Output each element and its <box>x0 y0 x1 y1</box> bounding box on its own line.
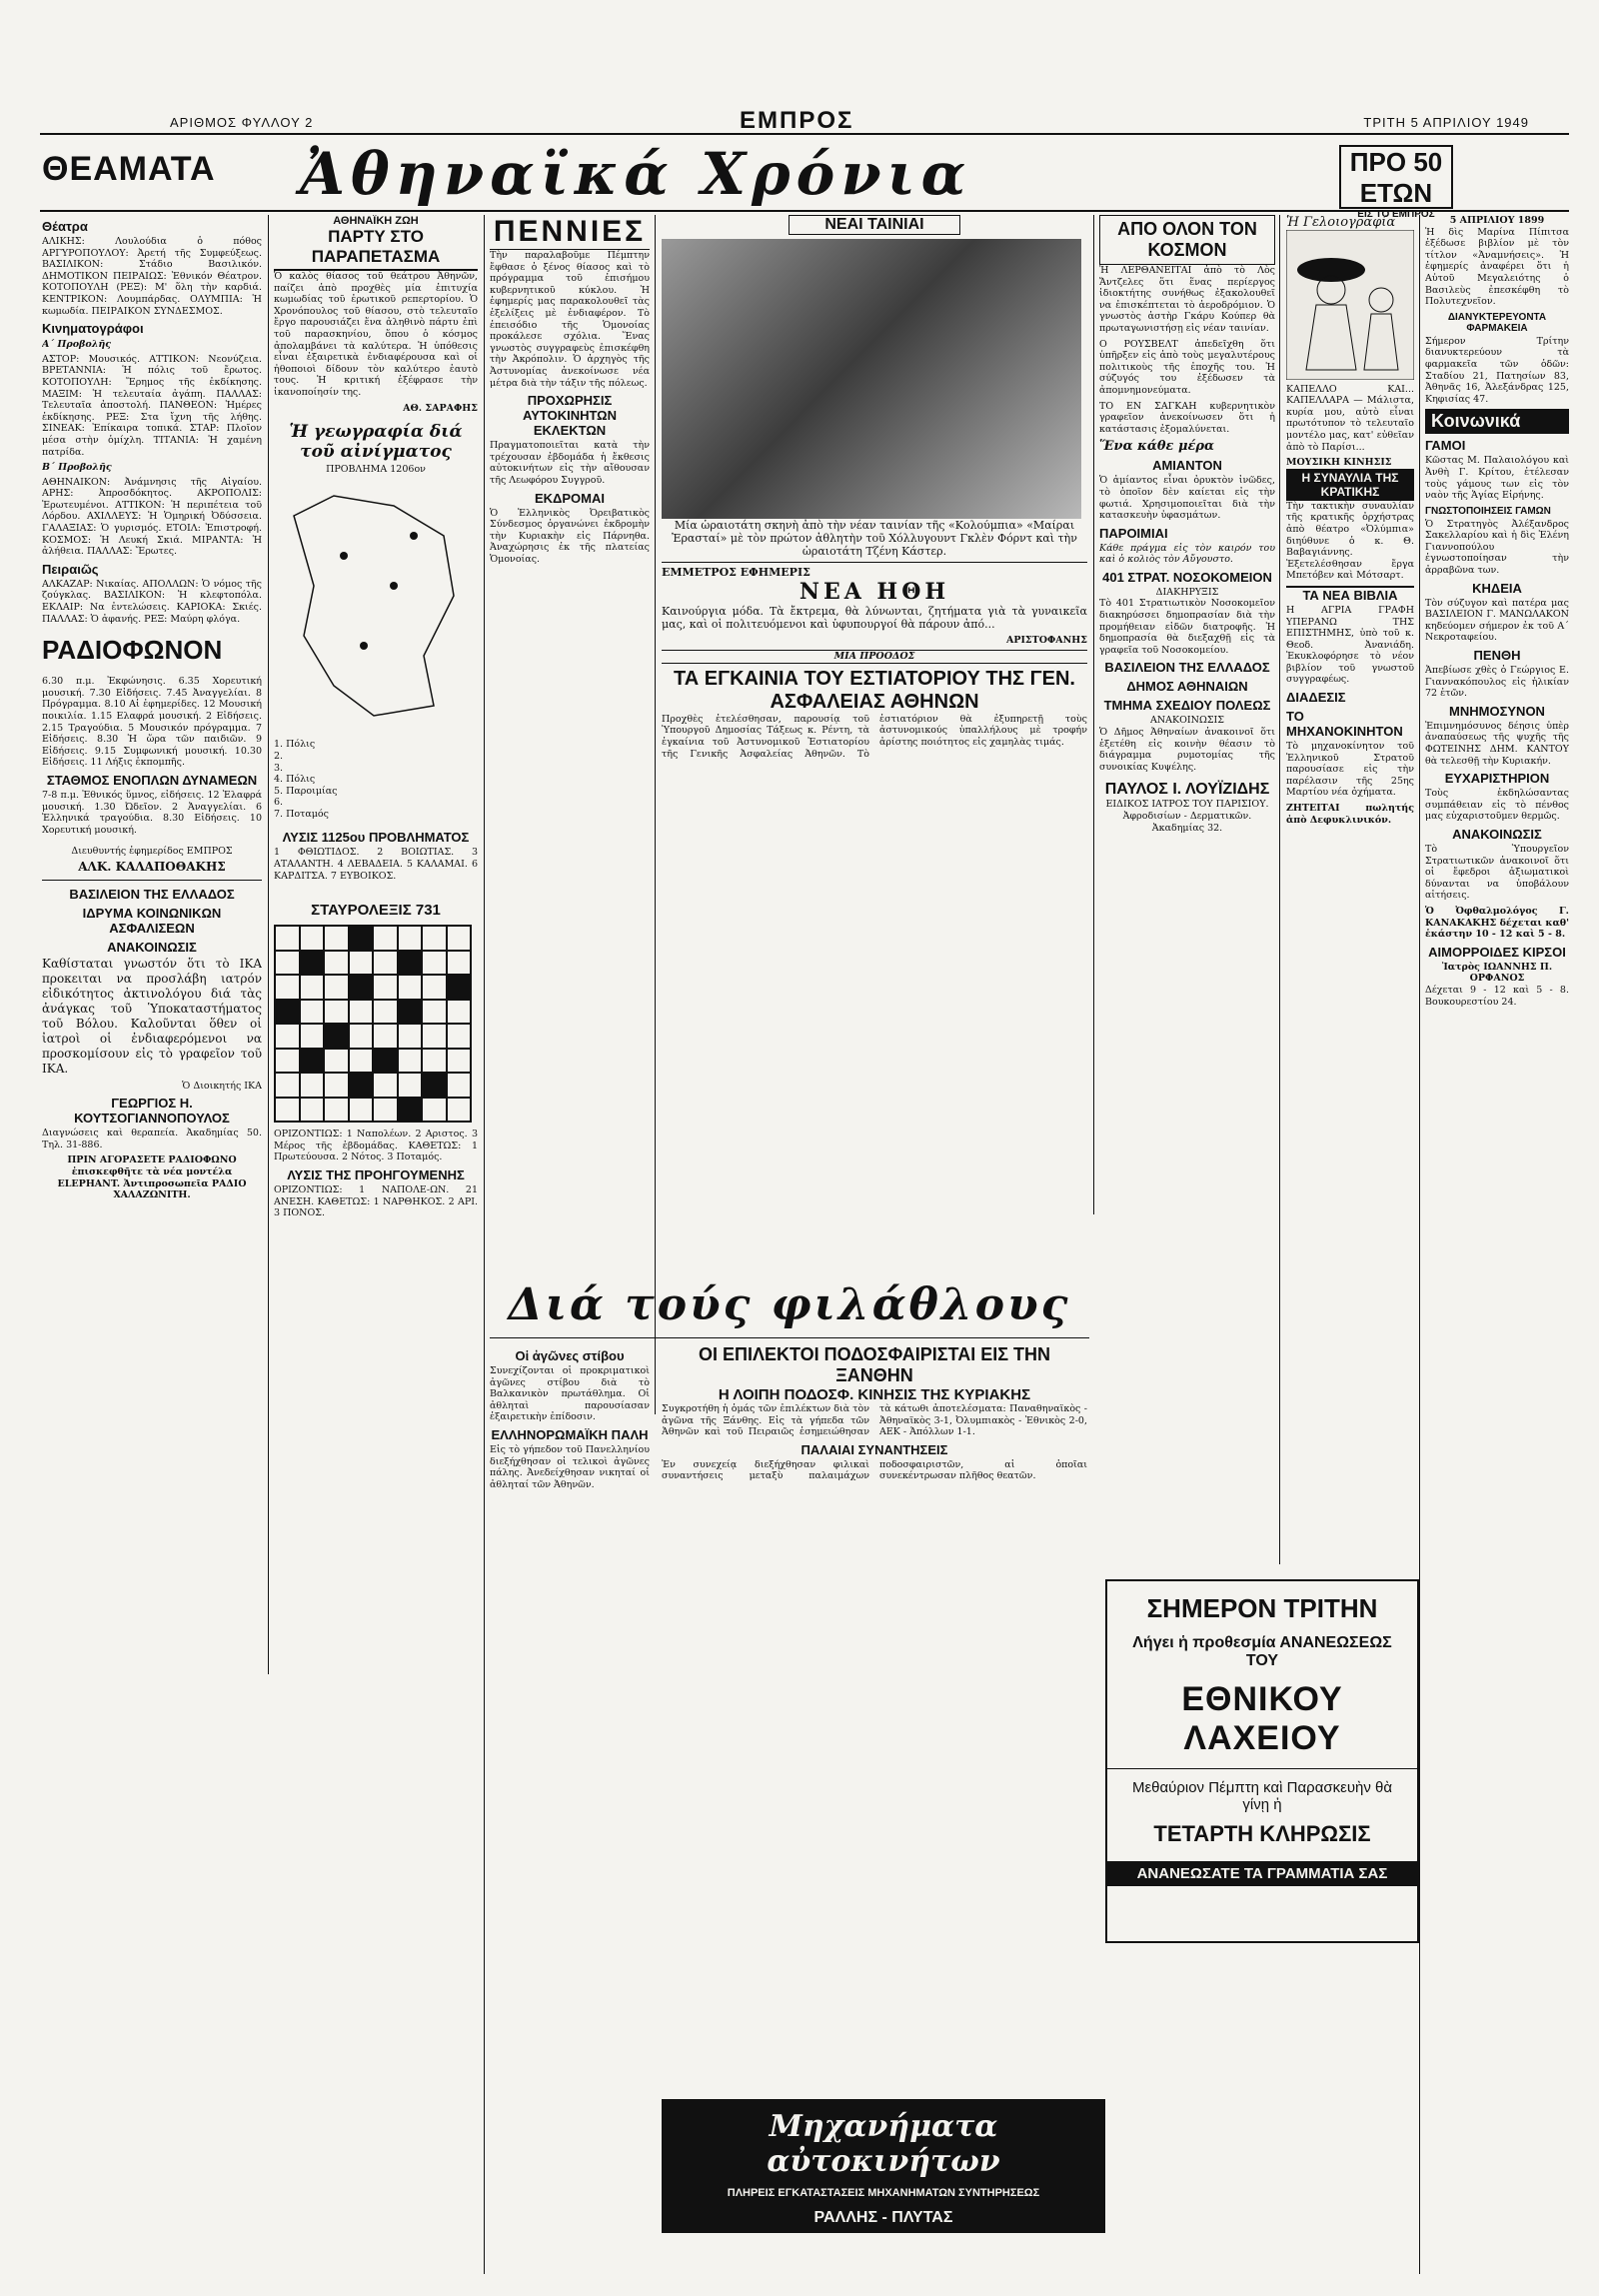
football-sub: Η ΛΟΙΠΗ ΠΟΔΟΣΦ. ΚΙΝΗΣΙΣ ΤΗΣ ΚΥΡΙΑΚΗΣ <box>718 1386 1031 1403</box>
column-films <box>662 215 1087 1274</box>
caricature-title: Ἡ Γελοιογραφία <box>1286 215 1396 230</box>
puzzle-item: 4. Πόλις <box>274 774 316 786</box>
every-day-text: Ὁ ἀμίαντος εἶναι ὀρυκτὸν ἰνῶδες, τὸ ὁποῖον δὲν καίεται εἰς τὴν φωτιά. Χρησιμοποιεῖται διὰ τὴν κατασκευὴν ὑφασμάτων. <box>1099 475 1275 522</box>
lottery-draw-note: Μεθαύριον Πέμπτη καὶ Παρασκευὴν θὰ γίνῃ ἡ <box>1131 1779 1393 1813</box>
divider <box>484 215 485 2274</box>
puzzle-item: 5. Παροιμίας <box>274 785 338 797</box>
issue-date: ΤΡΙΤΗ 5 ΑΠΡΙΛΙΟΥ 1949 <box>1363 115 1529 130</box>
theatres-text: ΑΛΙΚΗΣ: Λουλούδια ὁ πόθος ΑΡΓΥΡΟΠΟΥΛΟΥ: Ἀρετή τῆς Συμφεύξεως. ΒΑΣΙΛΙΚΟΝ: Στάδιο Βασιλικόν. ΔΗΜΟΤΙΚΟΝ ΠΕΙΡΑΙΩΣ: Ἐθνικόν Θέατρον. ΚΟΤΟΠΟΥΛΗ (ΡΕΞ): Μ' ὅλη τὴν καρδιά. ΚΕΝΤΡΙΚΟΝ: Λουμπάρδας. ΟΛΥΜΠΙΑ: Ἡ κωμωδία. ΠΕΙΡΑΙΚΟΝ ΣΥΝΔΕΣΜΟΣ. <box>42 236 262 317</box>
map-puzzle-image <box>274 476 474 736</box>
crossword-grid <box>274 925 472 1123</box>
ika-signature: Ὁ Διοικητής ΙΚΑ <box>182 1080 262 1092</box>
progress-label: ΜΙΑ ΠΡΟΟΔΟΣ <box>662 650 1087 664</box>
social-title: Κοινωνικά <box>1425 409 1569 434</box>
puzzle-item: 1. Πόλις <box>274 739 316 751</box>
divider <box>1093 215 1094 1214</box>
ika-subtitle: ΙΔΡΥΜΑ ΚΟΙΝΩΝΙΚΩΝ ΑΣΦΑΛΙΣΕΩΝ <box>82 905 222 936</box>
pennies-text: Τὴν παραλαβοῦμε Πέμπτην ἔφθασε ὁ ξένος θίασος καὶ τὸ πρόγραμμα τοῦ ἐπισήμου κυβερνητικοῦ κύκλου. Ἡ ἐφημερίς μας παρακολουθεῖ τὰς ἐξελίξεις μὲ ἐνδιαφέρον. Τὸ ἐπεισόδιο τῆς Ὁμονοίας προκάλεσε σχόλια. Ἕνας γνωστὸς συγγραφεὺς ἐπισκέφθη τὴν Ἀκρόπολιν. Ὁ ἀρχηγὸς τῆς Ἀστυνομίας ἀνεκοίνωσε νέα μέτρα διὰ τὴν τάξιν τῆς πόλεως. <box>490 250 650 389</box>
wrestling-text: Εἰς τὸ γήπεδον τοῦ Πανελληνίου διεξήχθησαν οἱ τελικοὶ ἀγῶνες πάλης. Ἀνεδείχθησαν νικηταί οἱ ἀθληταί τῶν Ἀθηνῶν. <box>490 1443 650 1490</box>
music-label: ΜΟΥΣΙΚΗ ΚΙΝΗΣΙΣ <box>1286 457 1392 469</box>
announce-title: ΑΝΑΚΟΙΝΩΣΙΣ <box>1149 715 1225 727</box>
proverbs-title: ΠΑΡΟΙΜΙΑΙ <box>1099 525 1168 541</box>
kingdom-title: ΒΑΣΙΛΕΙΟΝ ΤΗΣ ΕΛΛΑΔΟΣ <box>1104 660 1270 676</box>
doctor-text: ΕΙΔΙΚΟΣ ΙΑΤΡΟΣ ΤΟΥ ΠΑΡΙΣΙΟΥ. Ἀφροδισίων - Δερματικῶν. Ἀκαδημίας 32. <box>1105 799 1269 834</box>
puzzle-item: 7. Ποταμός <box>274 808 329 820</box>
theatres-title: Θέατρα <box>42 219 88 234</box>
lottery-today: ΣΗΜΕΡΟΝ ΤΡΙΤΗΝ <box>1146 1593 1378 1623</box>
memorial-title: ΜΝΗΜΟΣΥΝΟΝ <box>1449 703 1545 719</box>
lottery-name: ΕΘΝΙΚΟΥ ΛΑΧΕΙΟΥ <box>1181 1680 1343 1757</box>
world-text-3: ΤΟ ΕΝ ΣΑΓΚΑΗ κυβερνητικὸν γραφεῖον ἀνεκοίνωσεν ὅτι ἡ κατάστασις ἐξομαλύνεται. <box>1099 400 1275 435</box>
crossword-solution-text: ΟΡΙΖΟΝΤΙΩΣ: 1 ΝΑΠΟΛΕ-ΩΝ. 21 ΑΝΕΣΗ. ΚΑΘΕΤΩΣ: 1 ΝΑΡΘΗΚΟΣ. 2 ΑΡΙ. 3 ΠΟΝΟΣ. <box>274 1184 478 1219</box>
piraeus-text: ΑΛΚΑΖΑΡ: Νικαίας. ΑΠΟΛΛΩΝ: Ὁ νόμος τῆς ζούγκλας. ΒΑΣΙΛΙΚΟΝ: Ἡ κλεφτοπόλα. ΕΚΛΑΙΡ: Να ἐντελώσεις. ΚΑΡΙΟΚΑ: Σκιές. ΠΑΛΛΑΣ: Ὁ ἀφανής. ΡΕΞ: Μαύρη φλόγα. <box>42 578 262 625</box>
matches-title: ΠΑΛΑΙΑΙ ΣΥΝΑΝΤΗΣΕΙΣ <box>800 1441 948 1457</box>
lottery-renew: ΑΝΑΝΕΩΣΑΤΕ ΤΑ ΓΡΑΜΜΑΤΙΑ ΣΑΣ <box>1107 1861 1417 1886</box>
ika-title: ΒΑΣΙΛΕΙΟΝ ΤΗΣ ΕΛΛΑΔΟΣ <box>69 886 235 902</box>
lottery-draw: ΤΕΤΑΡΤΗ ΚΛΗΡΩΣΙΣ <box>1153 1821 1371 1846</box>
cinema-sub-1: Α΄ Προβολῆς <box>42 339 112 351</box>
new-films-label: ΝΕΑΙ ΤΑΙΝΙΑΙ <box>789 215 960 235</box>
restaurant-headline: ΤΑ ΕΓΚΑΙΝΙΑ ΤΟΥ ΕΣΤΙΑΤΟΡΙΟΥ ΤΗΣ ΓΕΝ. ΑΣΦΑΛΕΙΑΣ ΑΘΗΝΩΝ <box>674 667 1075 713</box>
banner-rule <box>40 210 1569 212</box>
ministry-text: Τὸ Ὑπουργεῖον Στρατιωτικῶν ἀνακοινοῖ ὅτι οἱ ἔφεδροι ἀξιωματικοὶ δύνανται να ὑποβάλουν αἰτήσεις. <box>1425 843 1569 902</box>
hospital-title: 401 ΣΤΡΑΤ. ΝΟΣΟΚΟΜΕΙΟΝ <box>1102 569 1272 585</box>
divider <box>1419 215 1420 2274</box>
mechanic-text: Τὸ μηχανοκίνητον τοῦ Ἑλληνικοῦ Στρατοῦ παρουσίασε εἰς τὴν παρέλασιν τῆς 25ης Μαρτίου νέα ὀχήματα. <box>1286 741 1414 799</box>
doctor-name: ΠΑΥΛΟΣ Ι. ΛΟΥΪΖΙΔΗΣ <box>1104 781 1270 799</box>
mechanic-title: ΤΟ ΜΗΧΑΝΟΚΙΝΗΤΟΝ <box>1286 709 1403 740</box>
radio-ad: ΠΡΙΝ ΑΓΟΡΑΣΕΤΕ ΡΑΔΙΟΦΩΝΟ ἐπισκεφθῆτε τὰ νέα μοντέλα ELEPHANT. Ἀντιπροσωπεῖα ΡΑΔΙΟ ΧΑΛΑΖΩΝΙΤΗ. <box>57 1154 247 1201</box>
football-headline: ΟΙ ΕΠΙΛΕΚΤΟΙ ΠΟΔΟΣΦΑΙΡΙΣΤΑΙ ΕΙΣ ΤΗΝ ΞΑΝΘΗΝ <box>698 1344 1051 1385</box>
excursions-text: Ὁ Ἑλληνικὸς Ὀρειβατικὸς Σύνδεσμος ὀργανώνει ἐκδρομὴν τὴν Κυριακὴν εἰς Πάρνηθα. Ἀναχώρησις ἐκ τῆς πλατείας Ὁμονοίας. <box>490 507 650 565</box>
funerals-title: ΚΗΔΕΙΑ <box>1472 580 1522 596</box>
poem-title: ΝΕΑ ΗΘΗ <box>799 578 950 605</box>
section-title: ΘΕΑΜΑΤΑ <box>42 150 216 188</box>
koutsog-text: Διαγνώσεις καὶ θεραπεία. Ἀκαδημίας 50. Τηλ. 31-886. <box>42 1128 262 1150</box>
weddings-text: Κῶστας Μ. Παλαιολόγου καὶ Ἀνθὴ Γ. Κρίτου, ἐτέλεσαν τοὺς γάμους των εἰς τὸν ναὸν τῆς Ἁγίας Εἰρήνης. <box>1425 455 1569 502</box>
radio-text: 6.30 π.μ. Ἐκφώνησις. 6.35 Χορευτική μουσική. 7.30 Εἰδήσεις. 7.45 Ἀναγγελίαι. 8 Πρόγραμμα. 8.10 Αἱ ἐφημερίδες. 12 Μουσική ποικιλία. 1.15 Ελαφρά μουσική. 2 Εἰδήσεις. 2.15 Τραγούδια. 5 Μουσικόν πρόγραμμα. 7 Εἰδήσεις. 8.30 Ἡ ὥρα τῶν παιδιῶν. 9 Εἰδήσεις. 9.15 Συμφωνική μουσική. 10.30 Εἰδήσεις. 11 Λήξις ἐκπομπῆς. <box>42 676 262 769</box>
pro50-badge <box>1339 145 1453 220</box>
mourning-text: Ἀπεβίωσε χθὲς ὁ Γεώργιος Ε. Γιαννακόπουλος εἰς ἡλικίαν 72 ἐτῶν. <box>1425 665 1569 700</box>
masthead <box>40 105 1569 134</box>
divider <box>662 562 1087 563</box>
doctor2-title: ΑΙΜΟΡΡΟΙΔΕΣ ΚΙΡΣΟΙ <box>1428 944 1566 960</box>
newspaper-name: ΕΜΠΡΟΣ <box>740 107 854 134</box>
armed-forces-title: ΣΤΑΘΜΟΣ ΕΝΟΠΛΩΝ ΔΥΝΑΜΕΩΝ <box>46 772 258 788</box>
divider <box>42 880 262 881</box>
announce-text: Ὁ Δῆμος Ἀθηναίων ἀνακοινοῖ ὅτι ἐξετέθη εἰς κοινὴν θέασιν τὸ διάγραμμα ρυμοτομίας τῆς συνοικίας Κυψέλης. <box>1099 727 1275 773</box>
notice-text: ΖΗΤΕΙΤΑΙ πωλητής ἀπὸ Δεφυκλινικόν. <box>1286 803 1414 826</box>
koutsog-name: ΓΕΩΡΓΙΟΣ Η. ΚΟΥΤΣΟΓΙΑΝΝΟΠΟΥΛΟΣ <box>74 1096 230 1127</box>
pennies-headline: ΠΕΝΝΙΕΣ <box>490 215 650 250</box>
film-still-photo <box>662 239 1081 519</box>
hospital-sub: ΔΙΑΚΗΡΥΞΙΣ <box>1155 586 1219 598</box>
athletics-text: Συνεχίζονται οἱ προκριματικοὶ ἀγῶνες στίβου διὰ τὸ Βαλκανικὸν πρωτάθλημα. Οἱ ἀθληταὶ παρουσίασαν ἐξαιρετικὴν ἐπίδοσιν. <box>490 1365 650 1423</box>
poem-signature: ΑΡΙΣΤΟΦΑΝΗΣ <box>1005 634 1087 646</box>
column-athens-life <box>274 215 478 2274</box>
column-theatres <box>42 215 262 2274</box>
director-name: ΑΛΚ. ΚΑΛΑΠΟΘΑΚΗΣ <box>78 859 226 874</box>
radio-title: ΡΑΔΙΟΦΩΝΟΝ <box>42 635 223 666</box>
party-text: Ὁ καλὸς θίασος τοῦ θεάτρου Ἀθηνῶν, παίζει ἀπὸ προχθὲς μία ἐπιτυχία κωμωδίας τοῦ ἐρωτικοῦ ρεπερτορίου. Ὁ Χρονόπουλος τοῦ θίασου, στὸ τελευταῖο ἔργο παρουσιάζει ἕνα ἀληθινὸ πάρτυ ἐπὶ τοῦ παρασκηνίου, ὅπου ὁ κόσμος ἀπολαμβάνει τὰ καλύτερα. Ἡ ὑπόθεσις εἶναι ἐξαιρετικὰ ἐνδιαφέρουσα καὶ οἱ ἠθοποιοὶ δίδουν τὸν καλύτερο ἑαυτὸ τους. Ἡ κριτική ἐξέφρασε τὴν ἱκανοποίησίν της. <box>274 271 478 398</box>
piraeus-title: Πειραιῶς <box>42 561 99 577</box>
publisher-note: Διευθυντής ἐφημερίδος ΕΜΠΡΟΣ <box>71 846 233 858</box>
car-ad-company: ΡΑΛΛΗΣ - ΠΛΥΤΑΣ <box>813 2209 953 2226</box>
sports-banner: Διά τούς φιλάθλους <box>508 1279 1071 1330</box>
film-caption: Μία ὡραιοτάτη σκηνὴ ἀπὸ τὴν νέαν ταινίαν τῆς «Κολούμπια» «Μαίραι Ἐρασταί» μὲ τὸν πρώτον ἀθλητὴν τοῦ Χόλλυγουντ Γκλὲν Φόρντ καὶ τὴν ὡραιοτάτη Τζένη Κάστερ. <box>672 519 1077 558</box>
column-social <box>1425 215 1569 2274</box>
engagements-text: Ὁ Στρατηγὸς Ἀλέξανδρος Σακελλαρίου καὶ ἡ δὶς Ἑλένη Γιαννοπούλου ἐγνωστοποίησαν τὴν ἀρραβῶνα των. <box>1425 518 1569 577</box>
athens-life-label: ΑΘΗΝΑΪΚΗ ΖΩΗ <box>333 215 419 227</box>
doctor2-text: Δέχεται 9 - 12 καὶ 5 - 8. Βουκουρεστίου 24. <box>1425 984 1569 1008</box>
car-ad-sub: ΠΛΗΡΕΙΣ ΕΓΚΑΤΑΣΤΑΣΕΙΣ ΜΗΧΑΝΗΜΑΤΩΝ ΣΥΝΤΗΡΗΣΕΩΣ <box>727 2187 1040 2199</box>
divider <box>268 215 269 1674</box>
caricature-drawing <box>1286 230 1414 380</box>
feature-title: Ἀθηναϊκά Χρόνια <box>300 140 972 208</box>
column-sports-left <box>490 1344 650 2274</box>
cinema-sub-2: Β΄ Προβολῆς <box>42 462 112 474</box>
date-head: 5 ΑΠΡΙΛΙΟΥ 1899 <box>1449 215 1545 226</box>
column-football <box>662 1344 1087 1964</box>
excursions-title: ΕΚΔΡΟΜΑΙ <box>534 490 605 506</box>
music-text: Τὴν τακτικὴν συναυλίαν τῆς κρατικῆς ὀρχήστρας ἀπὸ θέατρο «Ὀλύμπια» διηύθυνε ὁ κ. Θ. Βαβαγιάννης. Ἐξετελέσθησαν ἔργα Μπετόβεν καὶ Μότσαρτ. <box>1286 500 1414 582</box>
fifty-years-text: Ἡ δὶς Μαρίνα Πίπιτσα ἐξέδωσε βιβλίον μὲ τὸν τίτλον «Ἀναμνήσεις». Ἡ ἐφημερίς ἀναφέρει ὅτι ἡ Αὐτοῦ Μεγαλειότης ὁ Βασιλεὺς ἐπεσκέφθη τὸ Πολυτεχνεῖον. <box>1425 226 1569 308</box>
puzzle-item: 2. <box>274 750 284 762</box>
solution-title: ΛΥΣΙΣ 1125ου ΠΡΟΒΛΗΜΑΤΟΣ <box>282 830 470 846</box>
divider <box>1107 1768 1417 1769</box>
puzzle-subtitle: ΠΡΟΒΛΗΜΑ 1206ον <box>326 464 426 476</box>
ika-text: Καθίσταται γνωστόν ὅτι τὸ ΙΚΑ προκειται να προσλάβη ιατρόν εἰδικότητος ἀκτινολόγου διά τὰς ἀνάγκας τοῦ Ὑποκαταστήματος τοῦ Βόλου. Καλοῦνται ὅθεν οἱ ἰατροὶ οἱ ἐνδιαφερόμενοι να προσκομίσουν εἰς τὸ γραφεῖον τοῦ ΙΚΑ. <box>42 956 262 1076</box>
poem-label: ΕΜΜΕΤΡΟΣ ΕΦΗΜΕΡΙΣ <box>662 566 810 579</box>
books-title: ΤΑ ΝΕΑ ΒΙΒΛΙΑ <box>1286 586 1414 603</box>
puzzle-list <box>274 739 478 820</box>
column-world <box>1099 215 1275 1564</box>
car-ad-title: Μηχανήματα αὐτοκινήτων <box>767 2109 1000 2179</box>
thanks-title: ΕΥΧΑΡΙΣΤΗΡΙΟΝ <box>1444 771 1550 787</box>
cinema-title: Κινηματογράφοι <box>42 321 144 337</box>
armed-forces-text: 7-8 π.μ. Ἐθνικός ὕμνος, εἰδήσεις. 12 Ἐλαφρά μουσική. 1.30 Ὠδεῖον. 2 Ἀναγγελίαι. 6 Ἑλληνικά τραγούδια. 8.30 Εἰδήσεις. 10 Χορευτική μουσική. <box>42 789 262 836</box>
diadosis-title: ΔΙΑΔΕΣΙΣ <box>1286 690 1346 706</box>
header-rule <box>40 133 1569 135</box>
deme-title: ΔΗΜΟΣ ΑΘΗΝΑΙΩΝ <box>1126 679 1248 695</box>
memorial-text: Ἐπιμνημόσυνος δέησις ὑπὲρ ἀναπαύσεως τῆς ψυχῆς τῆς ΦΩΤΕΙΝΗΣ ΔΗΜ. ΚΑΝΤΟΥ θὰ τελεσθῇ τὴν Κυριακήν. <box>1425 720 1569 767</box>
cinema-text-1: ΑΣΤΟΡ: Μουσικός. ΑΤΤΙΚΟΝ: Νεονύζεια. ΒΡΕΤΑΝΝΙΑ: Ἡ πόλις τοῦ ἔρωτος. ΚΟΤΟΠΟΥΛΗ: Ἔρημος τῆς ἐκδίκησης. ΜΑΞΙΜ: Ἡ τελευταία ἀγάπη. ΠΑΛΛΑΣ: Τελευταῖα ἀποστολή. ΠΑΝΘΕΟΝ: Ἡμέρες ἐκδίκησης. ΡΕΞ: Στα ἴχνη τῆς λήθης. ΣΙΝΕΑΚ: Ἐπίκαιρα τοπικά. ΣΤΑΡ: Πλοῖον μέσα στὴν ὁμίχλη. ΤΙΤΑΝΙΑ: Ἡ χαμένη πατρίδα. <box>42 353 262 458</box>
progress-title: ΠΡΟΧΩΡΗΣΙΣ ΑΥΤΟΚΙΝΗΤΩΝ ΕΚΛΕΚΤΩΝ <box>523 393 617 439</box>
caricature-caption: ΚΑΠΕΛΛΟ ΚΑΙ... ΚΑΠΕΛΛΑΡΑ — Μάλιστα, κυρία μου, αὐτὸ εἶναι πρωτότυπον τὸ τελευταῖο μοντέλο μας, κατ' εὐθεῖαν ἀπὸ τὸ Παρίσι... <box>1286 383 1414 453</box>
books-text: Η ΑΓΡΙΑ ΓΡΑΦΗ ΥΠΕΡΑΝΩ ΤΗΣ ΕΠΙΣΤΗΜΗΣ, ὑπὸ τοῦ κ. Θεοδ. Ἀνανιάδη. Ἐκυκλοφόρησε τὸ νέον βιβλίον τοῦ γνωστοῦ συγγραφέως. <box>1286 604 1414 686</box>
thanks-text: Τοὺς ἐκδηλώσαντας συμπάθειαν εἰς τὸ πένθος μας εὐχαριστοῦμεν θερμῶς. <box>1425 788 1569 823</box>
ministry-title: ΑΝΑΚΟΙΝΩΣΙΣ <box>1452 826 1542 842</box>
wrestling-title: ΕΛΛΗΝΟΡΩΜΑΪΚΗ ΠΑΛΗ <box>491 1426 649 1442</box>
every-day-sub: ΑΜΙΑΝΤΟΝ <box>1152 458 1222 474</box>
party-signature: ΑΘ. ΣΑΡΑΦΗΣ <box>403 402 478 414</box>
progress-text: Πραγματοποιεῖται κατὰ τὴν τρέχουσαν ἑβδομάδα ἡ ἔκθεσις αὐτοκινήτων εἰς τὴν αἴθουσαν τῆς Λεωφόρου Συγγροῦ. <box>490 440 650 486</box>
poem-text: Καινούργια μόδα. Τὰ ἔκτρεμα, θὰ λύνωνται, ζητήματα γιὰ τὰ γυναικεῖα μας, καὶ οἱ πολιτευόμενοι καὶ ὑφυπουργοί θὰ πάρουν ἀπό... <box>662 604 1087 631</box>
weddings-title: ΓΑΜΟΙ <box>1425 438 1466 454</box>
athletics-headline: Οἱ ἀγῶνες στίβου <box>515 1348 625 1363</box>
ika-announcement: ΑΝΑΚΟΙΝΩΣΙΣ <box>107 939 197 955</box>
engagements-title: ΓΝΩΣΤΟΠΟΙΗΣΕΙΣ ΓΑΜΩΝ <box>1425 505 1551 517</box>
party-headline: ΠΑΡΤΥ ΣΤΟ ΠΑΡΑΠΕΤΑΣΜΑ <box>274 227 478 271</box>
divider <box>1279 215 1280 1564</box>
crossword-title: ΣΤΑΥΡΟΛΕΞΙΣ 731 <box>311 902 441 920</box>
column-caricature <box>1286 215 1414 1564</box>
column-pennies <box>490 215 650 1274</box>
divider <box>655 215 656 1414</box>
every-day-title: Ἕνα κάθε μέρα <box>1099 439 1215 455</box>
lottery-ad <box>1105 1579 1419 1943</box>
world-text-1: Ἠ ΛΕΡΘΑΝΕΙΤΑΙ ἀπὸ τὸ Λὸς Ἄντζελες ὅτι ἕνας περίεργος ἰδιοκτήτης συνήθως ἐξακολουθεῖ να ἐπισκέπτεται τὸ ἀεροδρόμιον. Ὁ γνωστὸς ἀστὴρ Γκάρυ Κούπερ θὰ πρωταγωνιστήσῃ εἰς νέαν ταινίαν. <box>1099 265 1275 334</box>
pro50-sub: ΕΙΣ ΤΟ ΕΜΠΡΟΣ <box>1357 209 1435 220</box>
puzzle-title: Ἡ γεωγραφία διά τοῦ αἰνίγματος <box>289 422 463 463</box>
clinic-text: Ὁ Ὀφθαλμολόγος Γ. ΚΑΝΑΚΑΚΗΣ δέχεται καθ' ἑκάστην 10 - 12 καὶ 5 - 8. <box>1425 905 1569 941</box>
cinema-text-2: ΑΘΗΝΑΙΚΟΝ: Ἀνάμνησις τῆς Αἰγαίου. ΑΡΗΣ: Ἀπροσδόκητος. ΑΚΡΟΠΟΛΙΣ: Ἐρωτευμένοι. ΑΤΤΙΚΟΝ: Ἡ περιπέτεια τοῦ Λόρδου. ΑΧΙΛΛΕΥΣ: Ἡ Ὁμηρική Ὀδύσσεια. ΓΑΛΑΞΙΑΣ: Ὁ γυρισμός. ΕΤΟΙΛ: Ἐπιστροφή. ΚΟΣΜΟΣ: Ἡ Λευκή Σκιά. ΜΙΡΑΝΤΑ: Ἡ ἀλήθεια. ΠΑΛΛΑΣ: Ἔρωτες. <box>42 476 262 558</box>
football-text: Συγκροτήθη ἡ ὁμάς τῶν ἐπιλέκτων διὰ τὸν ἀγῶνα τῆς Ξάνθης. Εἰς τὰ γήπεδα τῶν Ἀθηνῶν καὶ τοῦ Πειραιῶς ἐσημειώθησαν τὰ κάτωθι ἀποτελέσματα: Παναθηναϊκὸς - Ἀθηναϊκὸς 3-1, Ὀλυμπιακὸς - Ἐθνικὸς 2-0, ΑΕΚ - Ἀπόλλων 1-1. <box>662 1403 1087 1438</box>
divider <box>490 1337 1089 1338</box>
matches-text: Ἐν συνεχείᾳ διεξήχθησαν φιλικαὶ συναντήσεις μεταξὺ παλαιμάχων ποδοσφαιριστῶν, αἱ ὁποῖαι συνεκέντρωσαν πλῆθος θεατῶν. <box>662 1458 1087 1482</box>
lottery-deadline: Λήγει ἡ προθεσμία ΑΝΑΝΕΩΣΕΩΣ ΤΟΥ <box>1132 1634 1392 1669</box>
pro50-label: ΠΡΟ 50 ΕΤΩΝ <box>1349 147 1443 208</box>
issue-label: ΑΡΙΘΜΟΣ ΦΥΛΛΟΥ 2 <box>170 115 314 130</box>
pharmacies-title: ΔΙΑΝΥΚΤΕΡΕΥΟΝΤΑ ΦΑΡΜΑΚΕΙΑ <box>1447 311 1547 334</box>
puzzle-item: 6. <box>274 797 284 809</box>
funerals-text: Τὸν σύζυγον καὶ πατέρα μας ΒΑΣΙΛΕΙΟΝ Γ. ΜΑΝΩΛΑΚΟΝ κηδεύομεν σήμερον ἐκ τοῦ Α΄ Νεκροταφείου. <box>1425 597 1569 644</box>
doctor2-sub: Ἰατρὸς ΙΩΑΝΝΗΣ Π. ΟΡΦΑΝΟΣ <box>1441 961 1553 985</box>
pharmacies-text: Σήμερον Τρίτην διανυκτερεύουν τὰ φαρμακεῖα τῶν ὁδῶν: Σταδίου 21, Πατησίων 83, Ἀθηνᾶς 16, Ἀλεξάνδρας 125, Κηφισίας 47. <box>1425 335 1569 405</box>
hospital-text: Τὸ 401 Στρατιωτικὸν Νοσοκομεῖον διακηρύσσει δημοπρασίαν διὰ τὴν προμήθειαν εἰδῶν διατροφῆς. Ἡ δημοπρασία θὰ διεξαχθῇ εἰς τὰ γραφεῖα τοῦ Νοσοκομείου. <box>1099 598 1275 656</box>
solution-text: 1 ΦΘΙΩΤΙΔΟΣ. 2 ΒΟΙΩΤΙΑΣ. 3 ΑΤΑΛΑΝΤΗ. 4 ΛΕΒΑΔΕΙΑ. 5 ΚΑΛΑΜΑΙ. 6 ΚΑΡΔΙΤΣΑ. 7 ΕΥΒΟΙΚΟΣ. <box>274 847 478 882</box>
car-parts-ad <box>662 2099 1105 2233</box>
dept-title: ΤΜΗΜΑ ΣΧΕΔΙΟΥ ΠΟΛΕΩΣ <box>1103 698 1271 714</box>
mourning-title: ΠΕΝΘΗ <box>1473 648 1521 664</box>
crossword-solution-title: ΛΥΣΙΣ ΤΗΣ ΠΡΟΗΓΟΥΜΕΝΗΣ <box>287 1167 465 1183</box>
world-headline: ΑΠΟ ΟΛΟΝ ΤΟΝ ΚΟΣΜΟΝ <box>1099 215 1275 265</box>
music-headline: Η ΣΥΝΑΥΛΙΑ ΤΗΣ ΚΡΑΤΙΚΗΣ <box>1286 469 1414 501</box>
crossword-clues: ΟΡΙΖΟΝΤΙΩΣ: 1 Ναπολέων. 2 Αριστος. 3 Μέρος τῆς ἑβδομάδας. ΚΑΘΕΤΩΣ: 1 Πρωτεύουσα. 2 Νότος. 3 Ποταμός. <box>274 1129 478 1163</box>
world-text-2: Ο ΡΟΥΣΒΕΛΤ ἀπεδεῖχθη ὅτι ὑπῆρξεν εἰς ἀπὸ τοὺς μεγαλυτέρους πολιτικοὺς τῆς ἐποχῆς του. Ἡ σύζυγός του ἐξέδωσεν τὰ ἀπομνημονεύματα. <box>1099 338 1275 396</box>
puzzle-item: 3. <box>274 762 284 774</box>
restaurant-text: Προχθὲς ἐτελέσθησαν, παρουσίᾳ τοῦ Ὑπουργοῦ Δημοσίας Τάξεως κ. Ρέντη, τὰ ἐγκαίνια τοῦ Ἀστυνομικοῦ Ἐστιατορίου τῆς Γενικῆς Ἀσφαλείας Ἀθηνῶν. Τὸ ἐστιατόριον θὰ ἐξυπηρετῇ τοὺς ἀστυνομικούς ὑπαλλήλους μὲ τροφήν ἀρίστης ποιότητος εἰς χαμηλὰς τιμάς. <box>662 713 1087 760</box>
proverbs-text: Κάθε πράγμα εἰς τὸν καιρόν του καὶ ὁ κολιὸς τὸν Αὔγουστο. <box>1099 542 1275 566</box>
